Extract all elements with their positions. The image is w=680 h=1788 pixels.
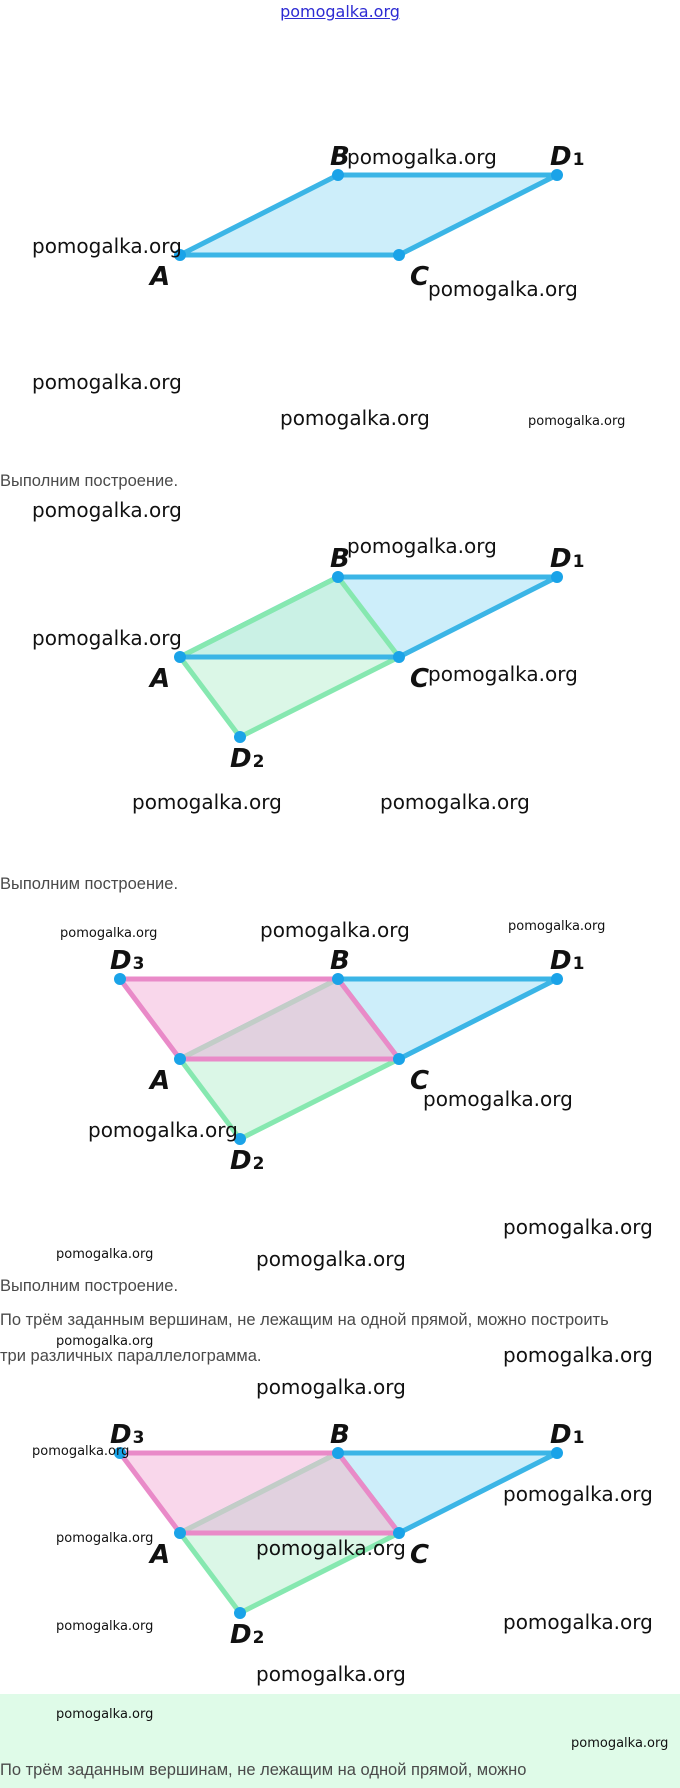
label-b: B: [330, 1420, 350, 1450]
figure-2: [0, 522, 680, 782]
label-c: C: [410, 262, 430, 292]
watermark: pomogalka.org: [347, 145, 497, 169]
watermark: pomogalka.org: [256, 1375, 406, 1399]
figure-1-drawing: [0, 120, 680, 320]
watermark: pomogalka.org: [260, 918, 410, 942]
label-b: B: [330, 142, 350, 172]
site-link[interactable]: pomogalka.org: [280, 2, 400, 21]
label-d1: D1: [550, 142, 585, 172]
watermark: pomogalka.org: [132, 790, 282, 814]
figure-3: [0, 924, 680, 1184]
label-d2: D2: [230, 1620, 265, 1650]
watermark: pomogalka.org: [280, 406, 430, 430]
label-d2: D2: [230, 1146, 265, 1176]
watermark: pomogalka.org: [56, 1334, 154, 1349]
watermark: pomogalka.org: [32, 234, 182, 258]
watermark: pomogalka.org: [428, 277, 578, 301]
figure-2-drawing: [0, 522, 680, 782]
point-c: [393, 651, 405, 663]
watermark: pomogalka.org: [56, 1531, 154, 1546]
watermark: pomogalka.org: [32, 626, 182, 650]
watermark: pomogalka.org: [32, 370, 182, 394]
watermark: pomogalka.org: [503, 1343, 653, 1367]
label-b: B: [330, 544, 350, 574]
watermark: pomogalka.org: [503, 1610, 653, 1634]
label-d2: D2: [230, 744, 265, 774]
label-d1: D1: [550, 946, 585, 976]
conclusion-line-2: три различных параллелограмма.: [0, 1347, 262, 1365]
watermark: pomogalka.org: [56, 1707, 154, 1722]
point-a: [174, 1053, 186, 1065]
conclusion-line-1: По трём заданным вершинам, не лежащим на одной прямой, можно построить: [0, 1311, 609, 1329]
label-c: C: [410, 664, 430, 694]
figure-3-drawing: [0, 924, 680, 1184]
label-a: A: [150, 1540, 171, 1570]
parallelogram-abd1c: [180, 175, 557, 255]
watermark: pomogalka.org: [380, 790, 530, 814]
point-c: [393, 249, 405, 261]
answer-text: По трём заданным вершинам, не лежащим на одной прямой, можно: [0, 1761, 527, 1779]
watermark: pomogalka.org: [256, 1662, 406, 1686]
label-a: A: [150, 262, 171, 292]
watermark: pomogalka.org: [528, 414, 626, 429]
label-b: B: [330, 946, 350, 976]
watermark: pomogalka.org: [503, 1215, 653, 1239]
label-c: C: [410, 1540, 430, 1570]
watermark: pomogalka.org: [56, 1247, 154, 1262]
watermark: pomogalka.org: [60, 926, 158, 941]
watermark: pomogalka.org: [88, 1118, 238, 1142]
point-a: [174, 651, 186, 663]
point-d2: [234, 1607, 246, 1619]
step-text: Выполним построение.: [0, 472, 179, 490]
step-text: Выполним построение.: [0, 875, 179, 893]
watermark: pomogalka.org: [428, 662, 578, 686]
watermark: pomogalka.org: [256, 1536, 406, 1560]
point-a: [174, 1527, 186, 1539]
watermark: pomogalka.org: [571, 1736, 669, 1751]
label-a: A: [150, 664, 171, 694]
step-text: Выполним построение.: [0, 1277, 179, 1295]
watermark: pomogalka.org: [56, 1619, 154, 1634]
watermark: pomogalka.org: [347, 534, 497, 558]
watermark: pomogalka.org: [32, 498, 182, 522]
figure-1: [0, 120, 680, 320]
label-d3: D3: [110, 1420, 145, 1450]
watermark: pomogalka.org: [508, 919, 606, 934]
watermark: pomogalka.org: [32, 1444, 130, 1459]
watermark: pomogalka.org: [423, 1087, 573, 1111]
label-d1: D1: [550, 1420, 585, 1450]
watermark: pomogalka.org: [503, 1482, 653, 1506]
point-c: [393, 1053, 405, 1065]
label-c: C: [410, 1066, 430, 1096]
label-d3: D3: [110, 946, 145, 976]
label-d1: D1: [550, 544, 585, 574]
label-a: A: [150, 1066, 171, 1096]
point-d2: [234, 731, 246, 743]
watermark: pomogalka.org: [256, 1247, 406, 1271]
